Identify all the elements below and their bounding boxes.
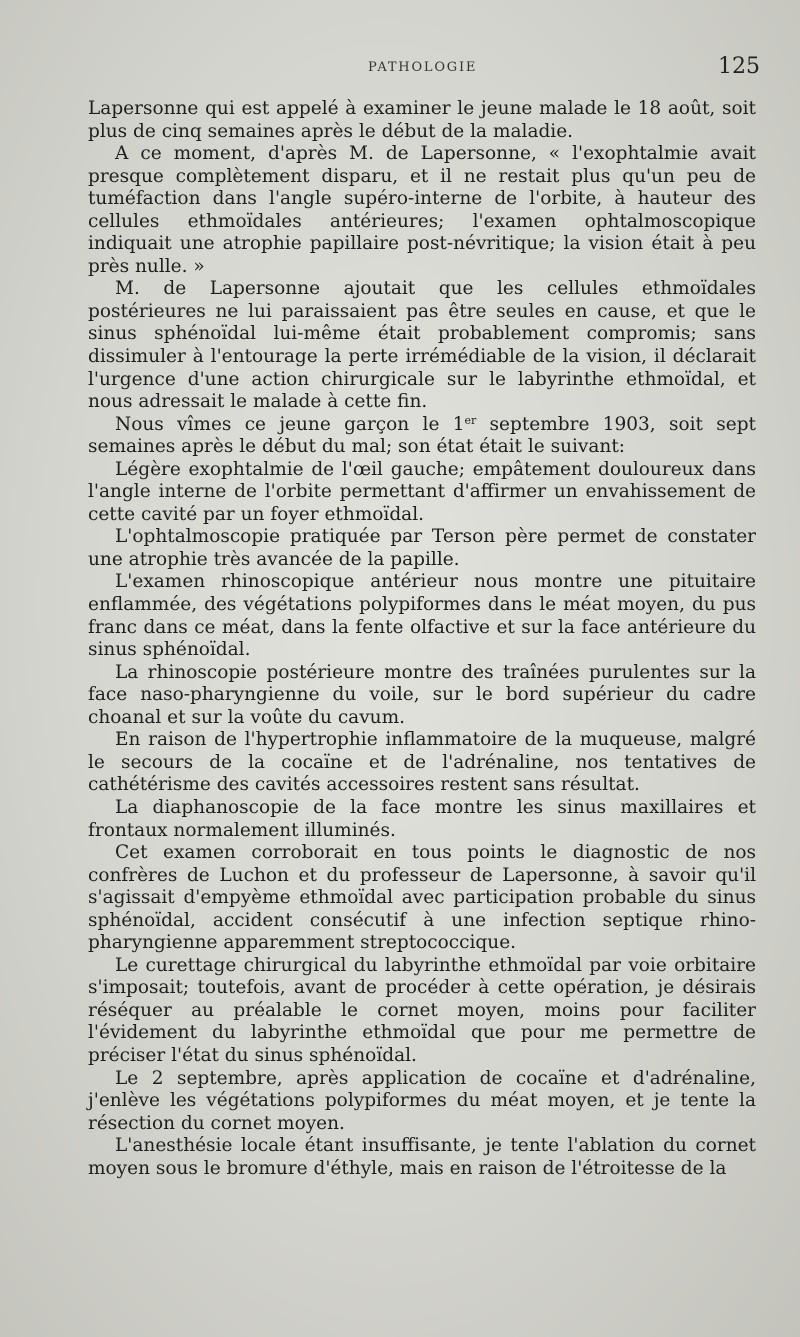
running-title: PATHOLOGIE xyxy=(368,60,478,75)
paragraph: Cet examen corroborait en tous points le diagnostic de nos confrères de Luchon et du professeur de Lapersonne, à savoir qu'il s'agissait d'empyème ethmoïdal avec participation probable du sinus sphénoïdal, accident consécutif à une infection septique rhino-pharyngienne apparemment streptococcique. xyxy=(88,842,756,954)
page-number: 125 xyxy=(718,54,760,79)
paragraph-text: Nous vîmes ce jeune garçon le 1 xyxy=(115,413,465,435)
paragraph: L'ophtalmoscopie pratiquée par Terson père permet de constater une atrophie très avancée de la papille. xyxy=(88,526,756,570)
page-header xyxy=(0,54,800,86)
ordinal-superscript: er xyxy=(464,413,477,427)
paragraph: Lapersonne qui est appelé à examiner le jeune malade le 18 août, soit plus de cinq semaines après le début de la maladie. xyxy=(88,98,756,142)
paragraph-text: septembre 1903, soit sept semaines après le début du mal; son état était le suivant: xyxy=(88,413,756,458)
paragraph xyxy=(88,414,756,459)
paragraph: Le 2 septembre, après application de cocaïne et d'adrénaline, j'enlève les végétations polypiformes du méat moyen, et je tente la résection du cornet moyen. xyxy=(88,1067,756,1134)
paragraph: La rhinoscopie postérieure montre des traînées purulentes sur la face naso-pharyngienne du voile, sur le bord supérieur du cadre choanal et sur la voûte du cavum. xyxy=(88,661,756,728)
paragraph: L'anesthésie locale étant insuffisante, je tente l'ablation du cornet moyen sous le bromure d'éthyle, mais en raison de l'étroitesse de la xyxy=(88,1135,756,1179)
body-text xyxy=(88,98,756,1180)
paragraph: La diaphanoscopie de la face montre les sinus maxillaires et frontaux normalement illuminés. xyxy=(88,796,756,841)
paragraph: M. de Lapersonne ajoutait que les cellules ethmoïdales postérieures ne lui paraissaient pas être seules en cause, et que le sinus sphénoïdal lui-même était probablement compromis; sans dissimuler à l'entourage la perte irrémédiable de la vision, il déclarait l'urgence d'une action chirurgicale sur le labyrinthe ethmoïdal, et nous adressait le malade à cette fin. xyxy=(88,278,756,413)
paragraph: L'examen rhinoscopique antérieur nous montre une pituitaire enflammée, des végétations polypiformes dans le méat moyen, du pus franc dans ce méat, dans la fente olfactive et sur la face antérieure du sinus sphénoïdal. xyxy=(88,571,756,661)
paragraph: En raison de l'hypertrophie inflammatoire de la muqueuse, malgré le secours de la cocaïne et de l'adrénaline, nos tentatives de cathétérisme des cavités accessoires restent sans résultat. xyxy=(88,729,756,796)
paragraph: Légère exophtalmie de l'œil gauche; empâtement douloureux dans l'angle interne de l'orbite permettant d'affirmer un envahissement de cette cavité par un foyer ethmoïdal. xyxy=(88,458,756,525)
paragraph: A ce moment, d'après M. de Lapersonne, « l'exophtalmie avait presque complètement disparu, et il ne restait plus qu'un peu de tuméfaction dans l'angle supéro-interne de l'orbite, à hauteur des cellules ethmoïdales antérieures; l'examen ophtalmoscopique indiquait une atrophie papillaire post-névritique; la vision était à peu près nulle. » xyxy=(88,143,756,277)
paragraph: Le curettage chirurgical du labyrinthe ethmoïdal par voie orbitaire s'imposait; toutefois, avant de procéder à cette opération, je désirais réséquer au préalable le cornet moyen, moins pour faciliter l'évidement du labyrinthe ethmoïdal que pour me permettre de préciser l'état du sinus sphénoïdal. xyxy=(88,954,756,1066)
